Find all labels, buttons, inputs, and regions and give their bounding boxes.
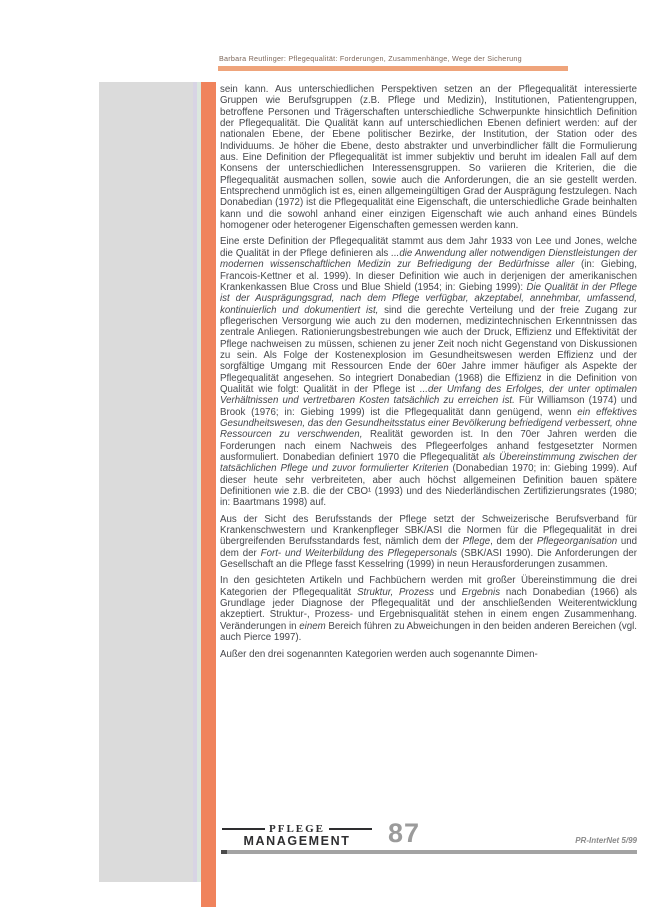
body-text: (SBK/ASI 1990). Die Anforderungen der Gesellschaft an die Pflege fasst Kesselring (1999) in neun Herausforderungen zusammen.: [220, 547, 637, 571]
paragraph: [220, 84, 637, 231]
paragraph: [220, 514, 637, 571]
paragraph: [220, 236, 637, 508]
footer-rule: [221, 850, 637, 854]
quoted-italic-text: Pflege: [462, 536, 491, 548]
quoted-italic-text: ein effektives Gesundheitswesen, das den Gesundheitsstatus einer Bevölkerung befriedigend verbessert, ohne Ressourcen zu verschwenden,: [220, 406, 637, 441]
body-text: Aus der Sicht des Berufsstands der Pflege setzt der Schweizerische Berufsverband für Krankenschwestern und Krankenpfleger SBK/ASI die Normen für die Pflegequalität in drei übergreifenden Berufsstandards fest, nämlich dem der: [220, 513, 637, 548]
running-header-underline: [218, 66, 568, 71]
body-text: und dem der: [220, 536, 637, 559]
body-text: Realität geworden ist. In den 70er Jahren werden die Forderungen nach einem Nachweis des Pflegeerfolges anhand festgesetzter Normen ausformuliert. Donabedian definiert 1970 die Pflegequalität: [220, 429, 637, 463]
body-text: Bereich führen zu Abweichungen in den beiden anderen Bereichen (vgl. auch Pierce 1997).: [220, 620, 637, 644]
running-header: Barbara Reutlinger: Pflegequalität: Forderungen, Zusammenhänge, Wege der Sicherung: [219, 54, 522, 63]
quoted-italic-text: Die Qualität in der Pflege ist der Ausprägungsgrad, nach dem Pflege verfügbar, akzeptabel, annehmbar, umfassend, kontinuierlich und dokumentiert ist,: [220, 281, 638, 316]
accent-orange-bar: [201, 82, 216, 907]
body-text: Für Williamson (1974) und Brook (1976; in: Giebing 1999) ist die Pflegequalität dann genügend, wenn: [220, 395, 637, 418]
body-text: und: [433, 586, 462, 598]
body-text: In den gesichteten Artikeln und Fachbüchern werden mit großer Übereinstimmung die drei Kategorien der Pflegequalität: [220, 575, 637, 598]
article-body: [220, 84, 637, 665]
quoted-italic-text: Ergebnis: [461, 586, 501, 598]
page-number: 87: [388, 818, 421, 848]
quoted-italic-text: einem: [299, 620, 326, 632]
body-text: (in: Giebing, Francois-Kettner et al. 1999). In dieser Definition wie auch in derjenigen der amerikanischen Krankenkassen Blue Cross und Blue Shield (1954; in: Giebing 1999):: [220, 259, 637, 293]
paragraph: [220, 649, 637, 660]
quoted-italic-text: als Übereinstimmung zwischen der tatsächlichen Pflege und zuvor formulierter Kriterien: [220, 452, 637, 475]
quoted-italic-text: ...die Anwendung aller notwendigen Dienstleistungen der modernen wissenschaftlichen Medizin zur Befriedigung der Bedürfnisse aller: [220, 247, 637, 271]
body-text: sein kann. Aus unterschiedlichen Perspektiven setzen an der Pflegequalität interessierte Gruppen wie Berufsgruppen (z.B. Pflege und Medizin), Institutionen, Patientengruppen, betroffene Personen und Trägerschaften unterschiedliche Schwerpunkte hinsichtlich Definition der Pflegequalität. Die Qualität kann auf unterschiedlichen Ebenen definiert werden: auf der nationalen Ebene, der Ebene politischer Bezirke, der Institution, der Station oder des Individuums. Je höher die Ebene, desto abstrakter und unverbindlicher fällt die Formulierung aus. Eine Definition der Pflegequalität ist immer subjektiv und beruht im idealen Fall auf dem Konsens der unterschiedlichen Interessensgruppen. So variieren die Kriterien, die die Pflegequalität ausmachen sollen, sowie auch die Anforderungen, die an sie gestellt werden. Entsprechend unmöglich ist es, einen allgemeingültigen Grad der Ausprägung festzulegen. Nach Donabedian (1972) ist die Pflegequalität eine Eigenschaft, die unterschiedliche Grade beinhalten kann und die sowohl anhand einer einzigen Eigenschaft wie auch anhand eines Bündels homogener oder heterogener Eigenschaften gemessen werden kann.: [220, 84, 637, 232]
body-text: , dem der: [490, 536, 537, 548]
body-text: Außer den drei sogenannten Kategorien werden auch sogenannte Dimen-: [220, 648, 538, 660]
journal-issue-label: PR-InterNet 5/99: [575, 836, 637, 845]
body-text: nach Donabedian (1966) als Grundlage jeder Diagnose der Pflegequalität und der anschließenden Weiterentwicklung akzeptiert. Struktur-, Prozess- und Ergebnisqualität stehen in einem engen Zusammenhang. Veränderungen in: [220, 586, 638, 632]
quoted-italic-text: Struktur, Prozess: [357, 586, 434, 598]
paragraph: [220, 575, 637, 643]
body-text: Eine erste Definition der Pflegequalität stammt aus dem Jahr 1933 von Lee und Jones, welche die Qualität in der Pflege definieren als: [220, 236, 637, 259]
logo-word-management: MANAGEMENT: [243, 834, 351, 848]
logo-left-dash: [222, 828, 265, 830]
quoted-italic-text: Fort- und Weiterbildung des Pflegepersonals: [260, 547, 458, 559]
logo-word-pflege: PFLEGE: [269, 823, 326, 835]
body-text: (Donabedian 1970; in: Giebing 1999). Auf dieser heute sehr verbreiteten, aber auch höchst allgemeinen Definition bauen spätere Definitionen wie z.B. die der CBO¹ (1993) und des Niederländischen Zertifizierungsrates (1980; in: Baartmans 1998) auf.: [220, 463, 637, 509]
journal-logo: [222, 823, 372, 848]
quoted-italic-text: Pflegeorganisation: [536, 536, 618, 548]
footer-rule-tip: [221, 850, 227, 854]
quoted-italic-text: ...der Umfang des Erfolges, der unter optimalen Verhältnissen und vertretbaren Kosten tatsächlich zu erreichen ist.: [220, 383, 637, 407]
logo-right-dash: [329, 828, 372, 830]
margin-gray-band: [99, 82, 193, 882]
body-text: sind die gerechte Verteilung und der freie Zugang zur pflegerischen Versorgung wie auch zu den modernen, medizintechnischen Erkenntnissen das zentrale Anliegen. Rationierungsbestrebungen wie auch der Druck, Effizienz und Effektivität der Pflege nachweisen zu müssen, schienen zu jener Zeit noch nicht Gegenstand von Diskussionen zu sein. Als Folge der Kostenexplosion im Gesundheitswesen werden Effizienz und der sorgfältige Umgang mit Ressourcen Ende der 60er Jahre immer häufiger als Aspekte der Pflegequalität angesehen. So integriert Donabedian (1968) die Effizienz in die Definition von Qualität wie folgt: Qualität in der Pflege ist: [220, 304, 637, 395]
